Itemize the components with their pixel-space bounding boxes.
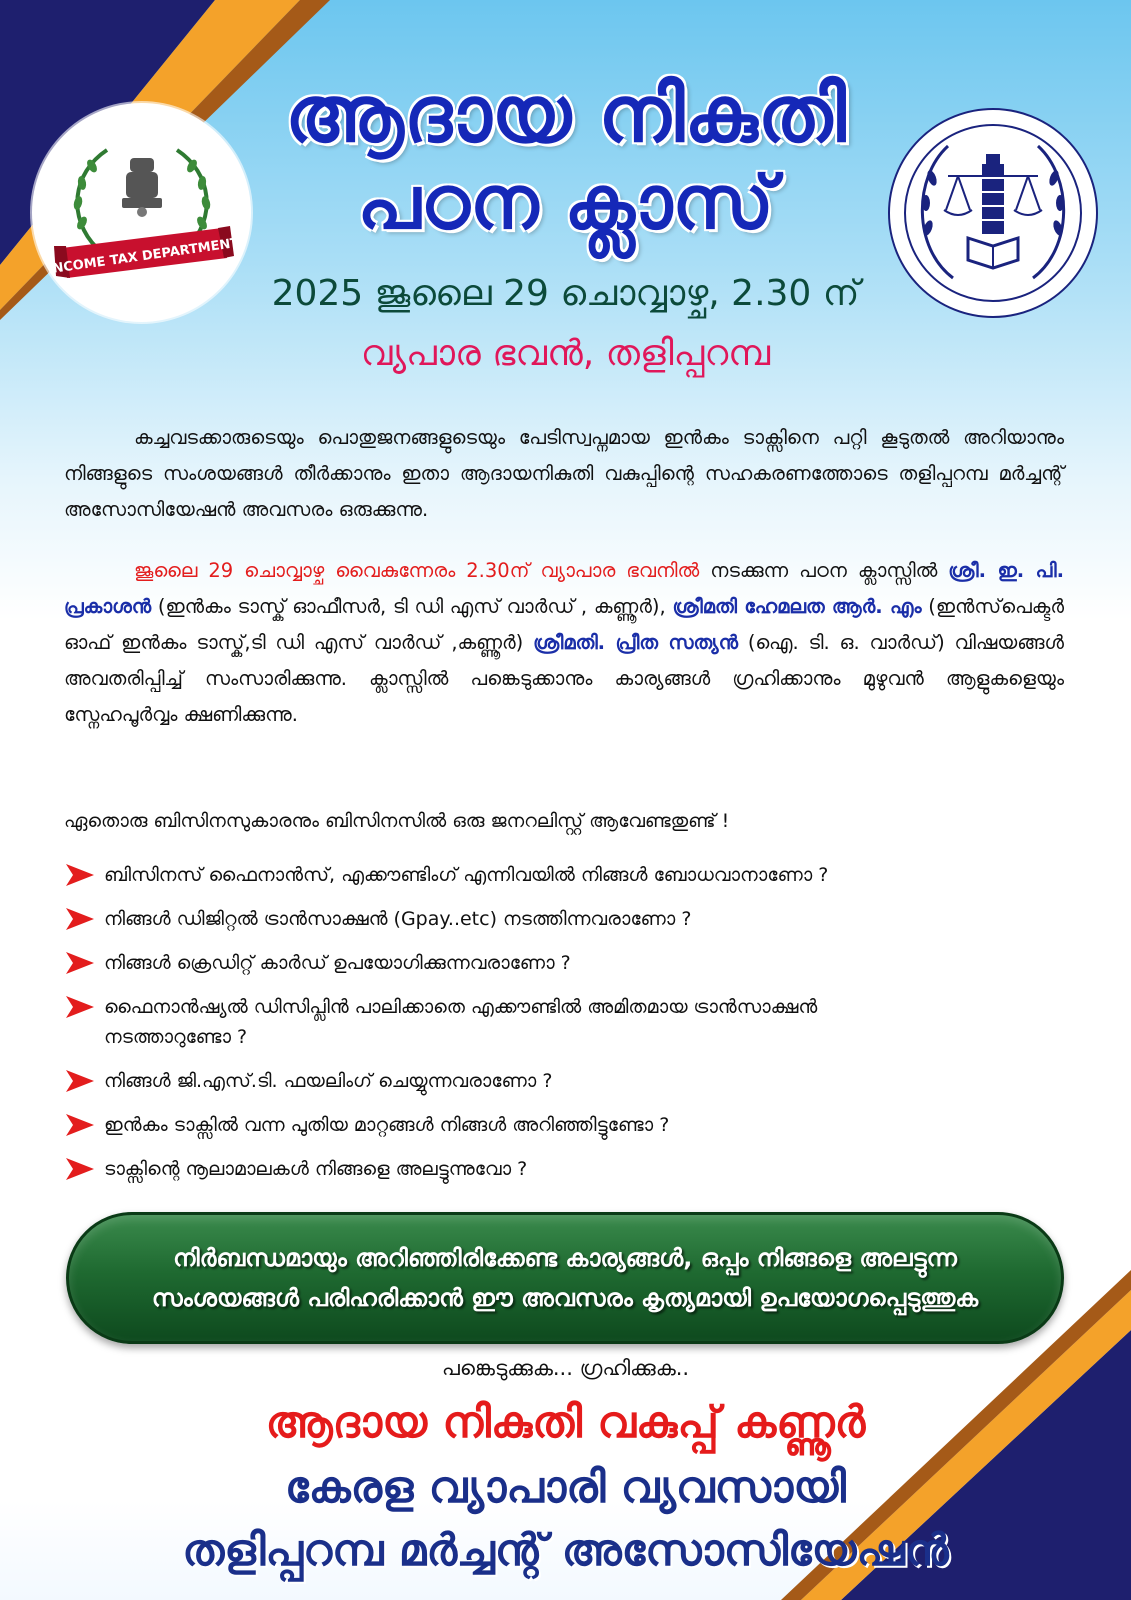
footer-organization-line-1: കേരള വ്യാപാരി വ്യവസായി xyxy=(285,1462,846,1513)
list-item xyxy=(64,948,1064,978)
red-arrow-icon xyxy=(64,948,96,978)
speaker-2-role: (ഇൻസ്‌പെക്ടർ ഓഫ് ഇൻകം ടാസ്ക്,ടി ഡി എസ് വാർഡ് ,കണ്ണൂർ) xyxy=(64,595,1064,654)
red-arrow-icon xyxy=(64,904,96,934)
question-text: നിങ്ങൾ ജി.എസ്.ടി. ഫയലിംഗ് ചെയ്യുന്നവരാണോ ? xyxy=(104,1070,553,1092)
red-arrow-icon xyxy=(64,1110,96,1140)
speaker-3-name: ശ്രീമതി. പ്രീത സത്യൻ xyxy=(533,631,738,654)
red-arrow-icon xyxy=(64,1066,96,1096)
logo-lettering: INCOME TAX DEPARTMENT xyxy=(46,235,240,277)
generalist-statement: ഏതൊരു ബിസിനസുകാരനും ബിസിനസിൽ ഒരു ജനറലിസ്റ്റ് ആവേണ്ടതുണ്ട് ! xyxy=(64,810,730,832)
question-text: ഫൈനാൻഷ്യൽ ഡിസിപ്ലിൻ പാലിക്കാതെ എക്കൗണ്ടിൽ അമിതമായ ട്രാൻസാക്ഷൻ നടത്താറുണ്ടോ ? xyxy=(104,996,818,1048)
question-text: ഇൻകം ടാക്സിൽ വന്ന പുതിയ മാറ്റങ്ങൾ നിങ്ങൾ അറിഞ്ഞിട്ടുണ്ടോ ? xyxy=(104,1114,670,1136)
speaker-3-role: (ഐ. ടി. ഒ. വാർഡ്) വിഷയങ്ങൾ അവതരിപ്പിച്ച് സംസാരിക്കുന്നു. ക്ലാസ്സിൽ പങ്കെടുക്കാനും കാര്യങ്ങൾ ഗ്രഹിക്കാനും മുഴുവൻ ആളുകളെയും സ്നേഹപൂർവ്വം ക്ഷണിക്കുന്നു. xyxy=(64,631,1064,726)
banner-line-1: നിർബന്ധമായും അറിഞ്ഞിരിക്കേണ്ട കാര്യങ്ങൾ, ഒപ്പം നിങ്ങളെ അലട്ടുന്ന xyxy=(173,1244,957,1272)
speaker-2-name: ശ്രീമതി ഹേമലത ആർ. എം xyxy=(672,595,922,618)
call-to-action-banner xyxy=(66,1212,1064,1344)
footer-organization-line-2: തളിപ്പറമ്പ മർച്ചന്റ് അസോസിയേഷൻ xyxy=(182,1525,949,1576)
event-venue: വ്യപാര ഭവൻ, തളിപ്പറമ്പ xyxy=(360,333,771,374)
list-item xyxy=(64,904,1064,934)
event-highlight: ജൂലൈ 29 ചൊവ്വാഴ്ച വൈകുന്നേരം 2.30ന് വ്യാപാര ഭവനിൽ xyxy=(134,559,700,582)
question-list xyxy=(64,860,1064,1198)
details-paragraph xyxy=(64,553,1064,733)
red-arrow-icon xyxy=(64,992,96,1022)
event-date-time: 2025 ജൂലൈ 29 ചൊവ്വാഴ്ച, 2.30 ന് xyxy=(271,273,860,314)
details-text: നടക്കുന്ന പഠന ക്ലാസ്സിൽ xyxy=(699,559,949,582)
question-text: നിങ്ങൾ ക്രെഡിറ്റ് കാർഡ് ഉപയോഗിക്കുന്നവരാണോ ? xyxy=(104,952,571,974)
red-arrow-icon xyxy=(64,1154,96,1184)
list-item xyxy=(64,860,1064,890)
participate-line: പങ്കെടുക്കുക... ഗ്രഹിക്കുക.. xyxy=(441,1356,690,1380)
question-text: നിങ്ങൾ ഡിജിറ്റൽ ട്രാൻസാക്ഷൻ (Gpay..etc) നടത്തിന്നവരാണോ ? xyxy=(104,908,692,930)
list-item xyxy=(64,992,1064,1052)
title-line-2: പഠന ക്ലാസ് xyxy=(357,160,774,246)
red-arrow-icon xyxy=(64,860,96,890)
intro-paragraph: കച്ചവടക്കാരുടെയും പൊതുജനങ്ങളുടെയും പേടിസ്വപ്നമായ ഇൻകം ടാക്സിനെ പറ്റി കൂടുതൽ അറിയാനും നിങ്ങളുടെ സംശയങ്ങൾ തീർക്കാനും ഇതാ ആദായനികുതി വകുപ്പിന്റെ സഹകരണത്തോടെ തളിപ്പറമ്പ മർച്ചന്റ് അസോസിയേഷൻ അവസരം ഒരുക്കുന്നു. xyxy=(64,426,1064,521)
question-text: ടാക്സിന്റെ നൂലാമാലകൾ നിങ്ങളെ അലട്ടുന്നുവോ ? xyxy=(104,1158,528,1180)
list-item xyxy=(64,1066,1064,1096)
question-text: ബിസിനസ് ഫൈനാൻസ്, എക്കൗണ്ടിംഗ് എന്നിവയിൽ നിങ്ങൾ ബോധവാനാണോ ? xyxy=(104,864,829,886)
title-line-1: ആദായ നികുതി xyxy=(285,70,846,160)
footer-department: ആദായ നികുതി വകുപ്പ് കണ്ണൂർ xyxy=(265,1397,866,1448)
list-item xyxy=(64,1110,1064,1140)
speaker-1-role: (ഇൻകം ടാസ്ക് ഓഫീസർ, ടി ഡി എസ് വാർഡ് , കണ്ണൂർ), xyxy=(151,595,673,618)
banner-line-2: സംശയങ്ങൾ പരിഹരിക്കാൻ ഈ അവസരം കൃത്യമായി ഉപയോഗപ്പെടുത്തുക xyxy=(151,1284,979,1312)
list-item xyxy=(64,1154,1064,1184)
speaker-1-name: ശ്രീ. ഇ. പി. പ്രകാശൻ xyxy=(64,559,1064,618)
